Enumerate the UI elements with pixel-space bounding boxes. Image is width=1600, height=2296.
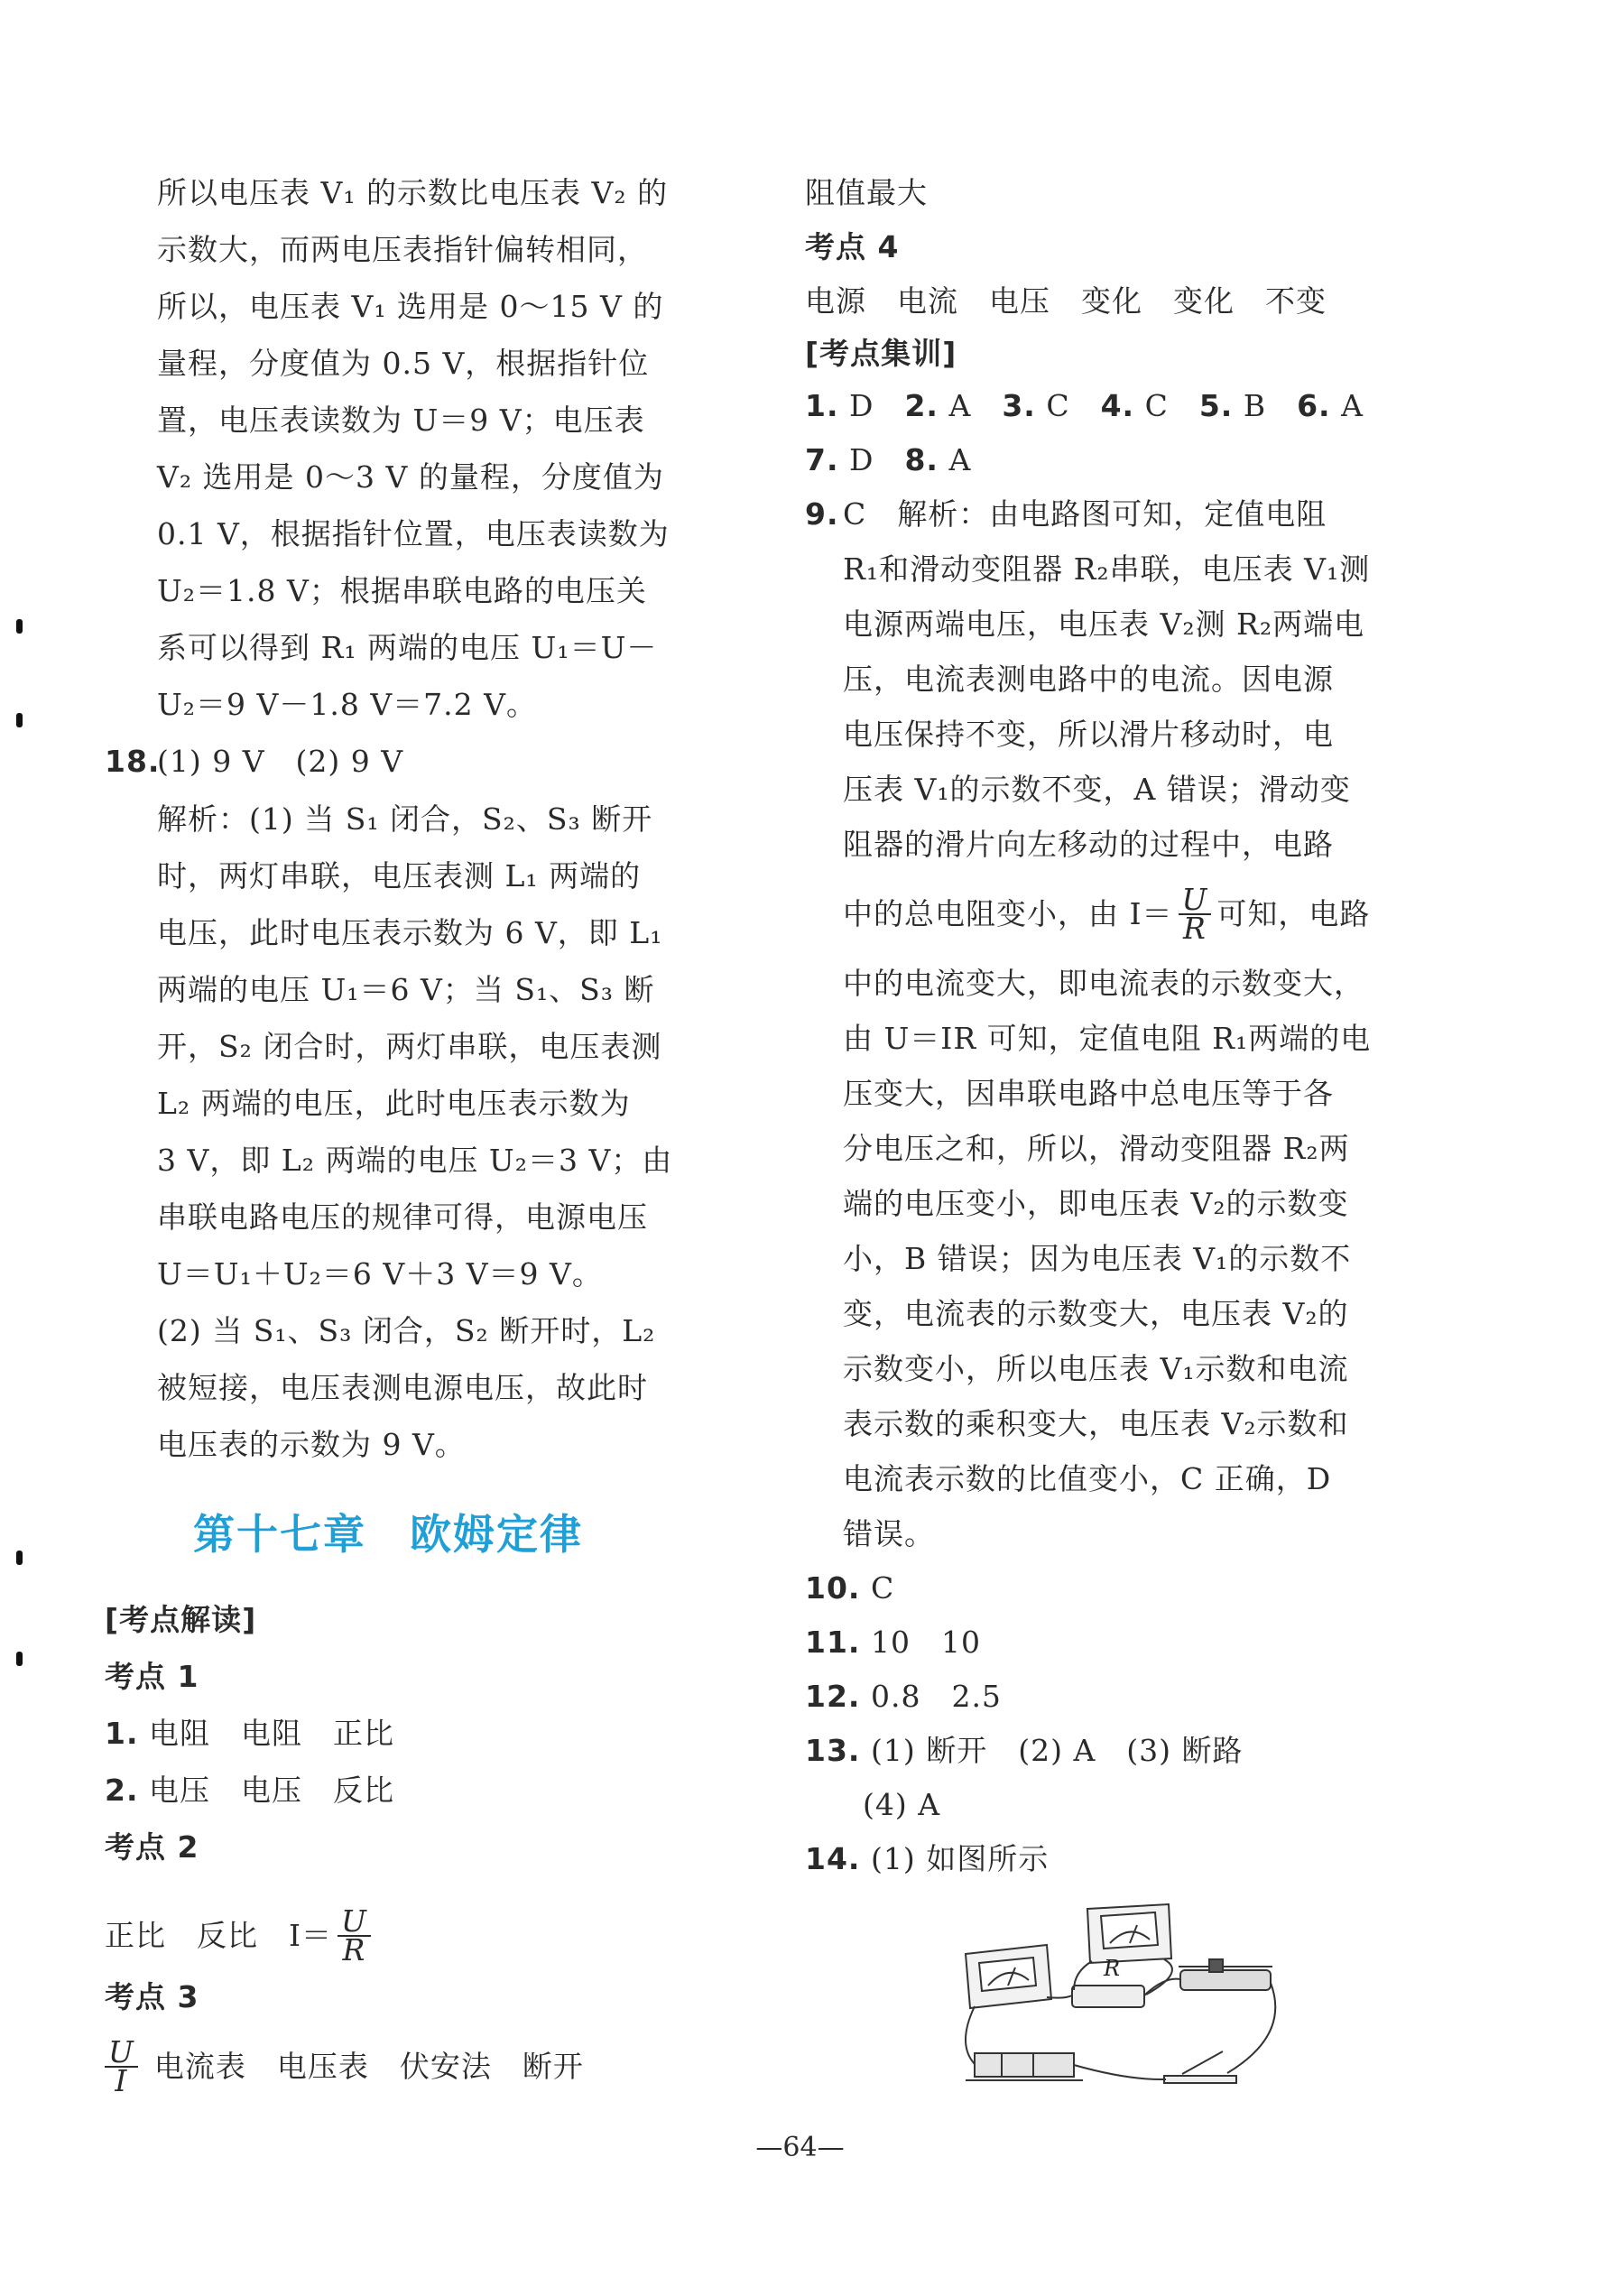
formula-line [99,2033,584,2098]
fraction-denominator: I [115,2063,128,2098]
item-text: 电压 电压 反比 [149,1773,394,1808]
resistor-icon [1072,1986,1144,2007]
fraction [1179,882,1212,946]
question-number: 5. [1198,388,1234,423]
text-line: 变，电流表的示数变大，电压表 V₂的 [843,1296,1349,1331]
text-line: 解析：(1) 当 S₁ 闭合，S₂、S₃ 断开 [157,801,653,837]
text-line: 小，B 错误；因为电压表 V₁的示数不 [843,1241,1352,1276]
question-number: 8. [904,442,939,477]
text-line: 分电压之和，所以，滑动变阻器 R₂两 [843,1131,1350,1166]
formula-text: 正比 反比 I＝ [105,1918,333,1953]
formula-text: 中的总电阻变小，由 I＝ [843,896,1173,931]
key-point-heading: 考点 3 [105,1979,199,2014]
answer-value: B [1243,388,1267,423]
text-line: 时，两灯串联，电压表测 L₁ 两端的 [157,858,642,893]
text-line: 由 U＝IR 可知，定值电阻 R₁两端的电 [843,1021,1372,1056]
text-line: 中的电流变大，即电流表的示数变大， [843,966,1364,1001]
question-number: 4. [1100,388,1135,423]
text-line: 压变大，因串联电路中总电压等于各 [843,1076,1334,1111]
question-number: 11. [805,1625,861,1660]
fraction-numerator: U [105,2039,138,2068]
fraction [338,1903,371,1967]
item-number: 1. [105,1716,139,1751]
answer-row [805,442,971,478]
list-item [105,1773,394,1809]
question-number: 1. [805,388,839,423]
binding-mark [16,1652,23,1666]
binding-mark [16,1551,23,1565]
answer-row [805,1733,1244,1769]
answer-row [805,1570,894,1606]
text-line: 示数变小，所以电压表 V₁示数和电流 [843,1351,1349,1386]
section-label: [考点集训] [805,336,957,371]
text-line: 电流表示数的比值变小，C 正确，D [843,1461,1332,1496]
circuit-diagram [939,1900,1281,2098]
answer-value: C [1046,388,1070,423]
fraction-numerator: U [1179,886,1212,915]
answer-value: D [849,388,874,423]
answer-row [805,1679,1002,1715]
text-line: 置，电压表读数为 U＝9 V；电压表 [157,403,645,438]
text-line: 所以电压表 V₁ 的示数比电压表 V₂ 的 [157,175,669,210]
formula-text: 电流表 电压表 伏安法 断开 [153,2049,584,2084]
text-line: 阻器的滑片向左移动的过程中，电路 [843,827,1334,862]
binding-mark [16,713,23,727]
text-line: 电压，此时电压表示数为 6 V，即 L₁ [157,915,663,950]
text-line: 3 V，即 L₂ 两端的电压 U₂＝3 V；由 [157,1143,673,1178]
binding-mark [16,619,23,634]
switch-icon [1164,2076,1236,2083]
text-line: (4) A [863,1787,941,1822]
answer-text: (1) 9 V (2) 9 V [157,744,404,779]
answer-value: 0.8 2.5 [870,1679,1002,1714]
text-line: 0.1 V，根据指针位置，电压表读数为 [157,516,670,551]
text-line: 压表 V₁的示数不变，A 错误；滑动变 [843,772,1351,807]
text-line: 被短接，电压表测电源电压，故此时 [157,1370,648,1405]
question-number: 7. [805,442,839,477]
answer-value: C [1144,388,1169,423]
text-line: L₂ 两端的电压，此时电压表示数为 [157,1086,631,1121]
text-line: 示数大，而两电压表指针偏转相同， [157,232,648,267]
question-number: 14. [805,1841,861,1876]
text-line: 所以，电压表 V₁ 选用是 0～15 V 的 [157,289,664,324]
question-number: 12. [805,1679,861,1714]
text-line: 端的电压变小，即电压表 V₂的示数变 [843,1186,1349,1221]
text-line: 量程，分度值为 0.5 V，根据指针位 [157,346,650,381]
question-number: 18. [105,744,161,779]
answer-value: (1) 断开 (2) A (3) 断路 [870,1733,1244,1768]
battery-icon [975,2053,1074,2077]
rheostat-icon [1180,1970,1271,1990]
answer-value: A [948,388,972,423]
fraction [105,2034,138,2098]
text-line: 电压表的示数为 9 V。 [157,1427,466,1462]
text-line: 错误。 [843,1516,935,1551]
question-number: 13. [805,1733,861,1768]
text-line: 表示数的乘积变大，电压表 V₂示数和 [843,1406,1349,1441]
text-line: 压，电流表测电路中的电流。因电源 [843,662,1334,697]
text-line: 开，S₂ 闭合时，两灯串联，电压表测 [157,1029,662,1064]
text-line: 串联电路电压的规律可得，电源电压 [157,1199,648,1235]
question-number: 6. [1297,388,1331,423]
formula-text: 可知，电路 [1216,896,1371,931]
text-line: C 解析：由电路图可知，定值电阻 [843,496,1327,532]
list-item [105,1716,394,1752]
text-line: 电压保持不变，所以滑片移动时，电 [843,717,1334,752]
fraction-denominator: R [1183,911,1207,946]
fraction-numerator: U [338,1908,371,1937]
answer-value: C [870,1570,895,1606]
text-line: 系可以得到 R₁ 两端的电压 U₁＝U－ [157,630,658,665]
text-line: 阻值最大 [805,175,928,210]
formula-line [843,881,1370,946]
question-number: 9. [805,496,839,532]
item-number: 2. [105,1773,139,1808]
page-number: —64— [755,2132,845,2163]
key-point-heading: 考点 1 [105,1659,199,1694]
resistor-label: R [1104,1956,1121,1981]
text-line: 两端的电压 U₁＝6 V；当 S₁、S₃ 断 [157,972,655,1007]
question-number: 3. [1002,388,1036,423]
answer-value: A [1341,388,1364,423]
text-line: 电源 电流 电压 变化 变化 不变 [805,283,1327,319]
answer-value: A [948,442,972,477]
answer-row [805,1841,1049,1877]
question-number: 2. [904,388,939,423]
answer-value: (1) 如图所示 [870,1841,1050,1876]
section-label: [考点解读] [105,1602,257,1637]
fraction-denominator: R [342,1932,366,1967]
text-line: U₂＝1.8 V；根据串联电路的电压关 [157,573,647,608]
key-point-heading: 考点 2 [105,1829,199,1865]
item-text: 电阻 电阻 正比 [149,1716,394,1751]
key-point-heading: 考点 4 [805,229,900,264]
text-line: U＝U₁＋U₂＝6 V＋3 V＝9 V。 [157,1256,603,1292]
question-number: 10. [805,1570,861,1606]
answer-value: 10 10 [870,1625,981,1660]
answer-row [805,388,1364,424]
formula-line [105,1903,376,1967]
chapter-title: 第十七章 欧姆定律 [193,1510,583,1559]
text-line: V₂ 选用是 0～3 V 的量程，分度值为 [157,459,664,495]
text-line: (2) 当 S₁、S₃ 闭合，S₂ 断开时，L₂ [157,1313,656,1348]
text-line: U₂＝9 V－1.8 V＝7.2 V。 [157,687,537,722]
answer-row [805,1625,981,1661]
answer-value: D [849,442,874,477]
text-line: R₁和滑动变阻器 R₂串联，电压表 V₁测 [843,551,1371,587]
text-line: 电源两端电压，电压表 V₂测 R₂两端电 [843,606,1365,642]
